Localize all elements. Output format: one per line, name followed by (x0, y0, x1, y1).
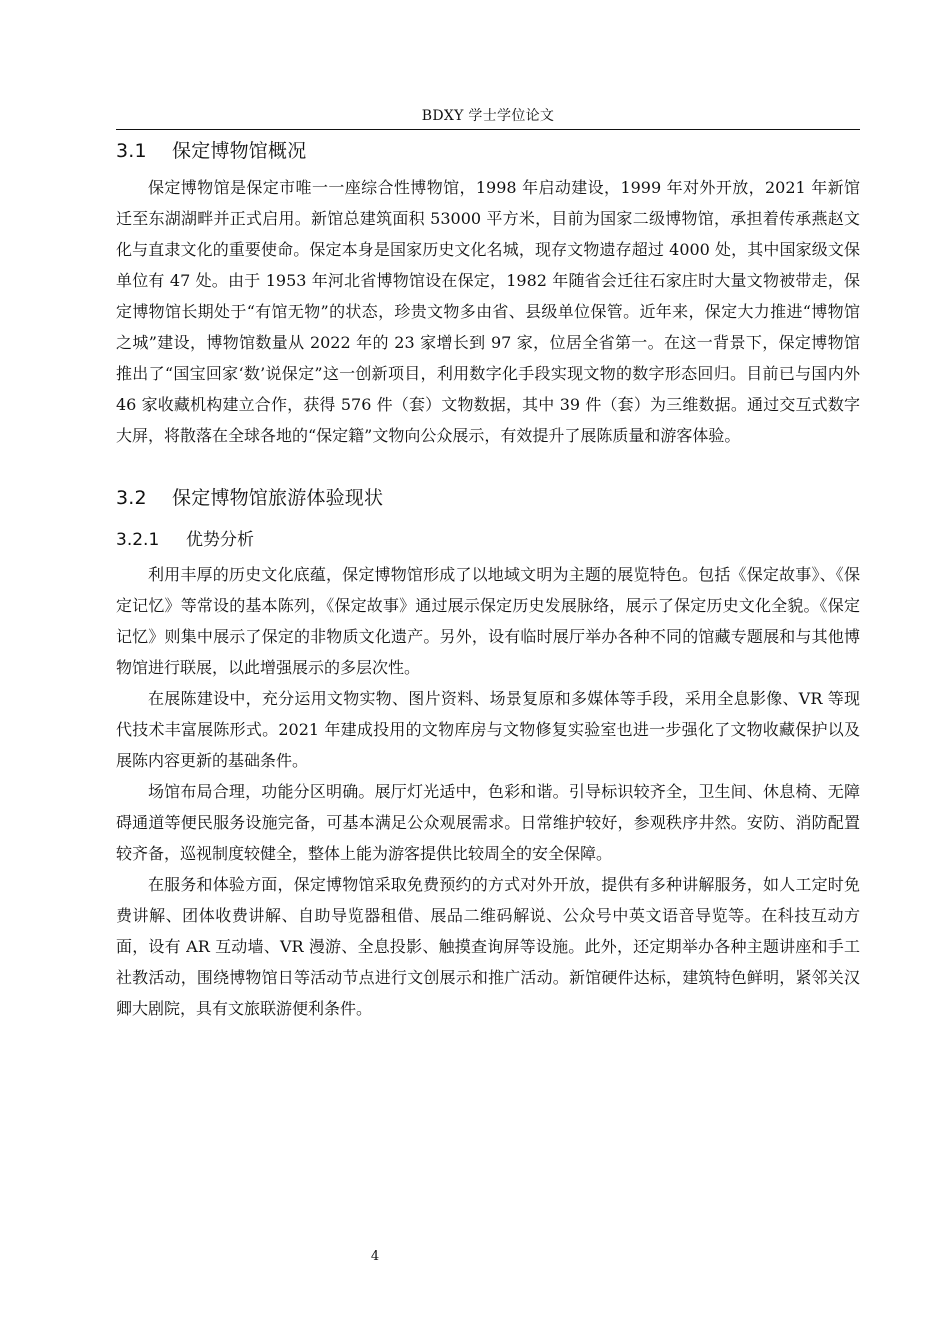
subsection-title: 优势分析 (186, 530, 254, 550)
section-heading-3-2 (116, 481, 860, 515)
header-rule (116, 129, 860, 130)
subsection-number: 3.2.1 (116, 530, 160, 550)
section-title: 保定博物馆旅游体验现状 (172, 487, 384, 509)
running-header: BDXY 学士学位论文 (421, 108, 555, 124)
page-number: 4 (370, 1249, 380, 1264)
paragraph: 保定博物馆是保定市唯一一座综合性博物馆，1998 年启动建设，1999 年对外开放，2021 年新馆迁至东湖湖畔并正式启用。新馆总建筑面积 53000 平方米，目前为国家二级博物馆，承担着传承燕赵文化与直隶文化的重要使命。保定本身是国家历史文化名城，现存文物遗存超过 4000 处，其中国家级文保单位有 47 处。由于 1953 年河北省博物馆设在保定，1982 年随省会迁往石家庄时大量文物被带走，保定博物馆长期处于“有馆无物”的状态，珍贵文物多由省、县级单位保管。近年来，保定大力推进“博物馆之城”建设，博物馆数量从 2022 年的 23 家增长到 97 家，位居全省第一。在这一背景下，保定博物馆推出了“国宝回家‘数’说保定”这一创新项目，利用数字化手段实现文物的数字形态回归。目前已与国内外 46 家收藏机构建立合作，获得 576 件（套）文物数据，其中 39 件（套）为三维数据。通过交互式数字大屏，将散落在全球各地的“保定籍”文物向公众展示，有效提升了展陈质量和游客体验。 (116, 178, 860, 445)
section-number: 3.1 (116, 140, 147, 162)
paragraph: 场馆布局合理，功能分区明确。展厅灯光适中，色彩和谐。引导标识较齐全，卫生间、休息椅、无障碍通道等便民服务设施完备，可基本满足公众观展需求。日常维护较好，参观秩序井然。安防、消防配置较齐备，巡视制度较健全，整体上能为游客提供比较周全的安全保障。 (116, 782, 860, 863)
page-body (116, 134, 860, 1024)
section-number: 3.2 (116, 487, 147, 509)
subsection-heading-3-2-1 (116, 525, 860, 555)
section-title: 保定博物馆概况 (172, 140, 307, 162)
paragraph: 在服务和体验方面，保定博物馆采取免费预约的方式对外开放，提供有多种讲解服务，如人工定时免费讲解、团体收费讲解、自助导览器租借、展品二维码解说、公众号中英文语音导览等。在科技互动方面，设有 AR 互动墙、VR 漫游、全息投影、触摸查询屏等设施。此外，还定期举办各种主题讲座和手工社教活动，围绕博物馆日等活动节点进行文创展示和推广活动。新馆硬件达标，建筑特色鲜明，紧邻关汉卿大剧院，具有文旅联游便利条件。 (116, 875, 860, 1018)
section-heading-3-1 (116, 134, 860, 168)
paragraph: 利用丰厚的历史文化底蕴，保定博物馆形成了以地域文明为主题的展览特色。包括《保定故事》、《保定记忆》等常设的基本陈列，《保定故事》通过展示保定历史发展脉络，展示了保定历史文化全貌。《保定记忆》则集中展示了保定的非物质文化遗产。另外，设有临时展厅举办各种不同的馆藏专题展和与其他博物馆进行联展，以此增强展示的多层次性。 (116, 565, 860, 677)
paragraph: 在展陈建设中，充分运用文物实物、图片资料、场景复原和多媒体等手段，采用全息影像、VR 等现代技术丰富展陈形式。2021 年建成投用的文物库房与文物修复实验室也进一步强化了文物收藏保护以及展陈内容更新的基础条件。 (116, 689, 860, 770)
